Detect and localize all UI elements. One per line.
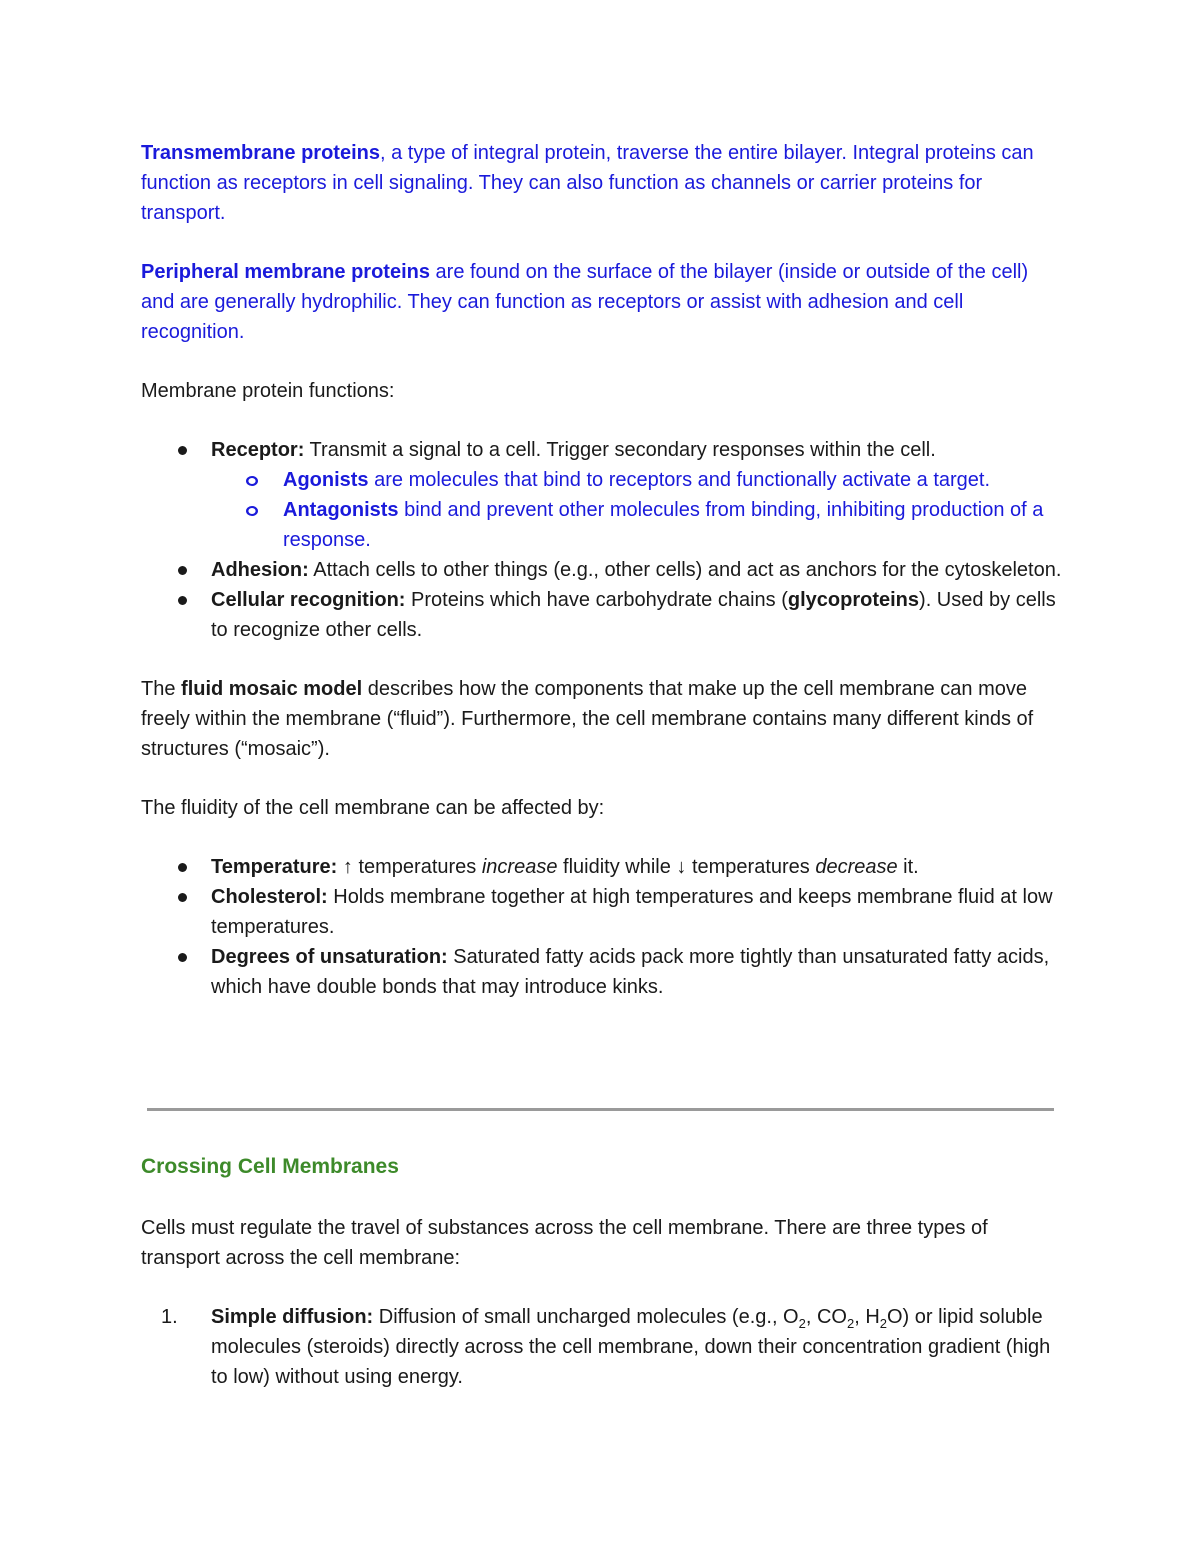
list-item (141, 435, 1066, 555)
decrease-word: decrease (815, 856, 898, 878)
glycoproteins-term: glycoproteins (787, 589, 920, 611)
subscript: 2 (798, 1316, 806, 1331)
simple-diffusion-term: Simple diffusion: (211, 1306, 374, 1328)
temperature-term: Temperature: (211, 856, 338, 878)
down-arrow-icon: ↓ (676, 856, 687, 878)
temperature-text-c: temperatures (686, 856, 816, 878)
fluid-mosaic-paragraph (141, 674, 1066, 764)
adhesion-term: Adhesion: (211, 559, 309, 581)
fluidity-intro: The fluidity of the cell membrane can be affected by: (141, 797, 605, 819)
peripheral-term: Peripheral membrane proteins (141, 261, 430, 283)
hollow-bullet-icon (246, 476, 258, 486)
temperature-text-a: temperatures (352, 856, 482, 878)
unsaturation-text: Saturated fatty acids pack more tightly than unsaturated fatty acids, which have double bonds that may introduce kinks. (211, 946, 1050, 998)
list-item (141, 1302, 1066, 1392)
crossing-section (141, 1213, 1066, 1392)
transmembrane-text: , a type of integral protein, traverse the entire bilayer. Integral proteins can function as receptors in cell signaling. They can also function as channels or carrier proteins for transport. (141, 142, 1034, 224)
list-item (141, 852, 1066, 882)
list-number: 1. (161, 1306, 178, 1328)
bullet-icon (178, 446, 187, 455)
recognition-text-b: ). Used by cells to recognize other cells. (211, 589, 1056, 641)
transmembrane-paragraph (141, 138, 1066, 228)
up-arrow-icon: ↑ (342, 856, 353, 878)
agonists-text: are molecules that bind to receptors and functionally activate a target. (368, 469, 991, 491)
antagonists-term: Antagonists (283, 499, 399, 521)
list-item (141, 585, 1066, 645)
receptor-term: Receptor: (211, 439, 305, 461)
transmembrane-term: Transmembrane proteins (141, 142, 380, 164)
cholesterol-text: Holds membrane together at high temperatures and keeps membrane fluid at low temperatures. (211, 886, 1053, 938)
subscript: 2 (846, 1316, 855, 1331)
receptor-sublist (211, 465, 1066, 555)
diffusion-text-c: , H (854, 1306, 880, 1328)
hollow-bullet-icon (246, 506, 258, 516)
crossing-intro: Cells must regulate the travel of substances across the cell membrane. There are three types of transport across the cell membrane: (141, 1217, 988, 1269)
list-item (141, 882, 1066, 942)
diffusion-text-b: , CO (805, 1306, 847, 1328)
fluidity-list (141, 852, 1066, 1002)
bullet-icon (178, 566, 187, 575)
bullet-icon (178, 893, 187, 902)
list-item (211, 465, 1066, 495)
functions-list (141, 435, 1066, 645)
functions-intro: Membrane protein functions: (141, 380, 395, 402)
cholesterol-term: Cholesterol: (211, 886, 328, 908)
bullet-icon (178, 953, 187, 962)
unsaturation-term: Degrees of unsaturation: (211, 946, 448, 968)
bullet-icon (178, 863, 187, 872)
list-item (141, 555, 1066, 585)
bullet-icon (178, 596, 187, 605)
adhesion-text: Attach cells to other things (e.g., other cells) and act as anchors for the cytoskeleton. (308, 559, 1062, 581)
increase-word: increase (481, 856, 558, 878)
receptor-text: Transmit a signal to a cell. Trigger secondary responses within the cell. (304, 439, 936, 461)
fluid-mosaic-pre: The (141, 678, 182, 700)
list-item (141, 942, 1066, 1002)
recognition-term: Cellular recognition: (211, 589, 406, 611)
fluid-mosaic-term: fluid mosaic model (181, 678, 363, 700)
diffusion-text-a: Diffusion of small uncharged molecules (e.g., O (373, 1306, 799, 1328)
peripheral-text: are found on the surface of the bilayer (inside or outside of the cell) and are generally hydrophilic. They can function as receptors or assist with adhesion and cell recognition. (141, 261, 1029, 343)
horizontal-rule (147, 1108, 1054, 1111)
section-heading: Crossing Cell Membranes (141, 1155, 399, 1178)
temperature-text-b: fluidity while (557, 856, 677, 878)
transport-list (141, 1302, 1066, 1392)
fluid-mosaic-text: describes how the components that make up the cell membrane can move freely within the membrane (“fluid”). Furthermore, the cell membrane contains many different kinds of structures (“mosaic”). (141, 678, 1034, 760)
agonists-term: Agonists (283, 469, 369, 491)
diffusion-text-d: O) or lipid soluble molecules (steroids) directly across the cell membrane, down their concentration gradient (high to low) without using energy. (211, 1306, 1051, 1388)
subscript: 2 (879, 1316, 887, 1331)
list-item (211, 495, 1066, 555)
recognition-text-a: Proteins which have carbohydrate chains ( (405, 589, 788, 611)
temperature-text-d: it. (897, 856, 919, 878)
peripheral-paragraph (141, 257, 1066, 347)
document-page (141, 138, 1066, 1002)
antagonists-text: bind and prevent other molecules from binding, inhibiting production of a response. (283, 499, 1044, 551)
